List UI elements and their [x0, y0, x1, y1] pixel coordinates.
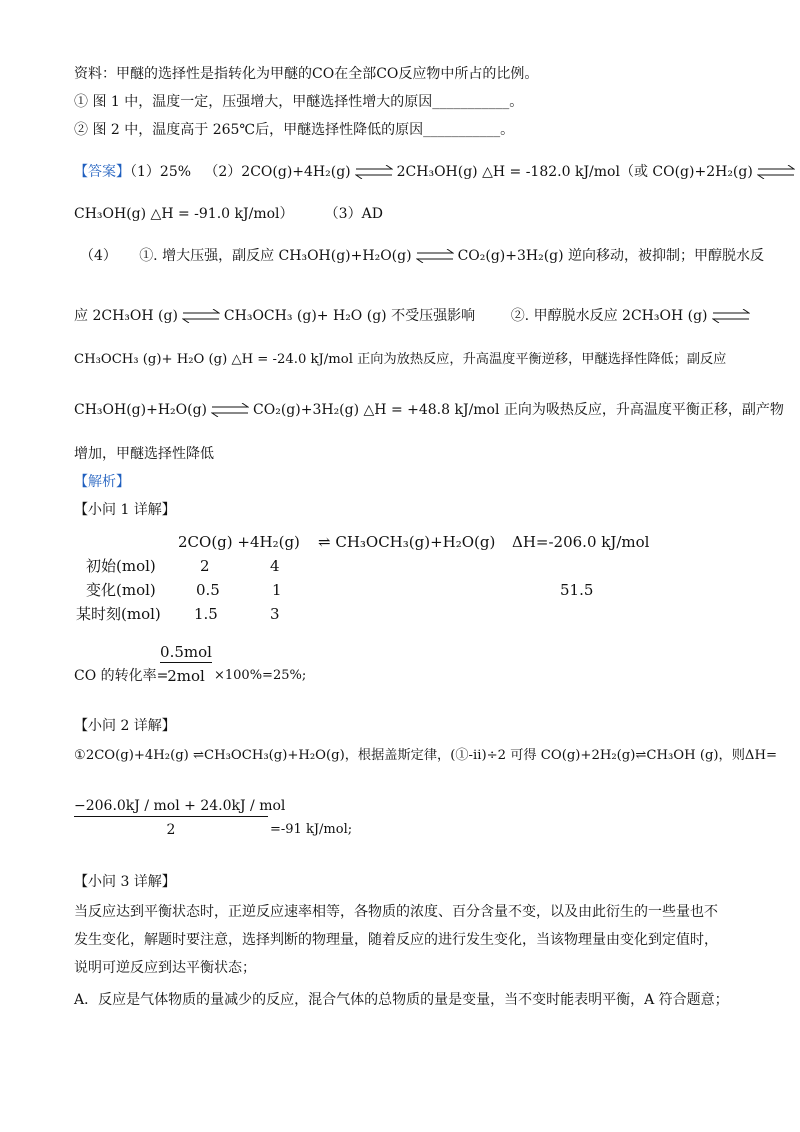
answer-4-part-1a: ①. 增大压强，副反应 CH₃OH(g)+H₂O(g) — [139, 248, 412, 264]
q3-line-4: A．反应是气体物质的量减少的反应，混合气体的总物质的量是变量，当不变时能表明平衡，A 符合题意； — [74, 992, 729, 1008]
equilibrium-arrow-icon — [416, 249, 454, 263]
conversion-denominator: 2mol — [167, 667, 205, 685]
answer-4-part-2a: 应 2CH₃OH (g) — [74, 308, 178, 324]
equilibrium-arrow-icon — [211, 403, 249, 417]
q3-line-2: 发生变化，解题时要注意，选择判断的物理量，随着反应的进行发生变化，当该物理量由变化到定值时， — [74, 932, 718, 948]
answer-3: （3）AD — [324, 206, 383, 222]
ice-row-label: 变化(mol) — [86, 581, 156, 599]
answer-line-1 — [74, 162, 799, 182]
answer-line-3 — [80, 246, 764, 266]
answer-line-6 — [74, 400, 784, 420]
ice-cell: 51.5 — [560, 581, 594, 599]
ice-equation-left: 2CO(g) +4H₂(g) — [178, 533, 300, 551]
equilibrium-arrow-icon — [712, 309, 750, 323]
answer-1: （1）25% — [130, 164, 192, 180]
ice-cell: 1.5 — [194, 605, 218, 623]
q2-denominator: 2 — [166, 822, 176, 838]
answer-4-part-2b: CH₃OCH₃ (g)+ H₂O (g) 不受压强影响 — [223, 308, 476, 324]
ice-row-label: 初始(mol) — [86, 557, 156, 575]
q3-line-1: 当反应达到平衡状态时，正逆反应速率相等，各物质的浓度、百分含量不变，以及由此衍生的一些量也不 — [74, 904, 718, 920]
material-line-1: 资料：甲醚的选择性是指转化为甲醚的CO在全部CO反应物中所占的比例。 — [74, 66, 539, 82]
equilibrium-arrow-icon — [182, 309, 220, 323]
fraction-bar — [74, 816, 268, 817]
q3-line-3: 说明可逆反应到达平衡状态； — [74, 960, 256, 976]
equilibrium-arrow-icon — [355, 165, 393, 179]
answer-2-start: （2）2CO(g)+4H₂(g) — [204, 164, 351, 180]
material-question-1: ① 图 1 中，温度一定，压强增大，甲醚选择性增大的原因___________。 — [74, 94, 524, 110]
ice-equation-right: ⇌ CH₃OCH₃(g)+H₂O(g) — [318, 533, 496, 551]
equilibrium-arrow-icon — [757, 165, 795, 179]
q2-heading: 【小问 2 详解】 — [74, 718, 176, 734]
conversion-label: CO 的转化率= — [74, 668, 169, 684]
q2-tail: =-91 kJ/mol; — [270, 822, 353, 837]
ice-cell: 1 — [272, 581, 282, 599]
conversion-tail: ×100%=25%; — [214, 668, 307, 683]
answer-line-5: CH₃OCH₃ (g)+ H₂O (g) △H = -24.0 kJ/mol 正向为放热反应，升高温度平衡逆移，甲醚选择性降低；副反应 — [74, 352, 727, 367]
q2-text: ①2CO(g)+4H₂(g) ⇌CH₃OCH₃(g)+H₂O(g)，根据盖斯定律，(①-ii)÷2 可得 CO(g)+2H₂(g)⇌CH₃OH (g)，则ΔH= — [74, 748, 777, 763]
answer-2-mid: 2CH₃OH(g) △H = -182.0 kJ/mol（或 CO(g)+2H₂(g) — [396, 164, 753, 180]
ice-delta-h: ΔH=-206.0 kJ/mol — [512, 533, 650, 551]
ice-cell: 0.5 — [196, 581, 220, 599]
ice-cell: 2 — [200, 557, 210, 575]
ice-cell: 4 — [270, 557, 280, 575]
ice-row-label: 某时刻(mol) — [76, 605, 161, 623]
q2-numerator: −206.0kJ / mol + 24.0kJ / mol — [74, 798, 286, 814]
analysis-tag: 【解析】 — [74, 474, 130, 490]
answer-line-4 — [74, 306, 754, 326]
answer-4-part-4b: CO₂(g)+3H₂(g) △H = +48.8 kJ/mol 正向为吸热反应，升高温度平衡正移，副产物 — [253, 402, 784, 418]
answer-line-7: 增加，甲醚选择性降低 — [74, 446, 214, 462]
fraction-bar — [160, 662, 212, 663]
ice-cell: 3 — [270, 605, 280, 623]
material-question-2: ② 图 2 中，温度高于 265℃后，甲醚选择性降低的原因___________。 — [74, 122, 515, 138]
answer-line-2 — [74, 204, 383, 224]
answer-4-number: （4） — [80, 248, 117, 264]
q1-heading: 【小问 1 详解】 — [74, 502, 176, 518]
answer-4-part-1b: CO₂(g)+3H₂(g) 逆向移动，被抑制；甲醇脱水反 — [457, 248, 765, 264]
conversion-numerator: 0.5mol — [160, 643, 212, 661]
answer-4-part-4a: CH₃OH(g)+H₂O(g) — [74, 402, 208, 418]
answer-4-part-2c: ②. 甲醇脱水反应 2CH₃OH (g) — [510, 308, 708, 324]
q3-heading: 【小问 3 详解】 — [74, 874, 176, 890]
answer-tag: 【答案】 — [74, 164, 130, 180]
answer-2-end: CH₃OH(g) △H = -91.0 kJ/mol） — [74, 206, 294, 222]
